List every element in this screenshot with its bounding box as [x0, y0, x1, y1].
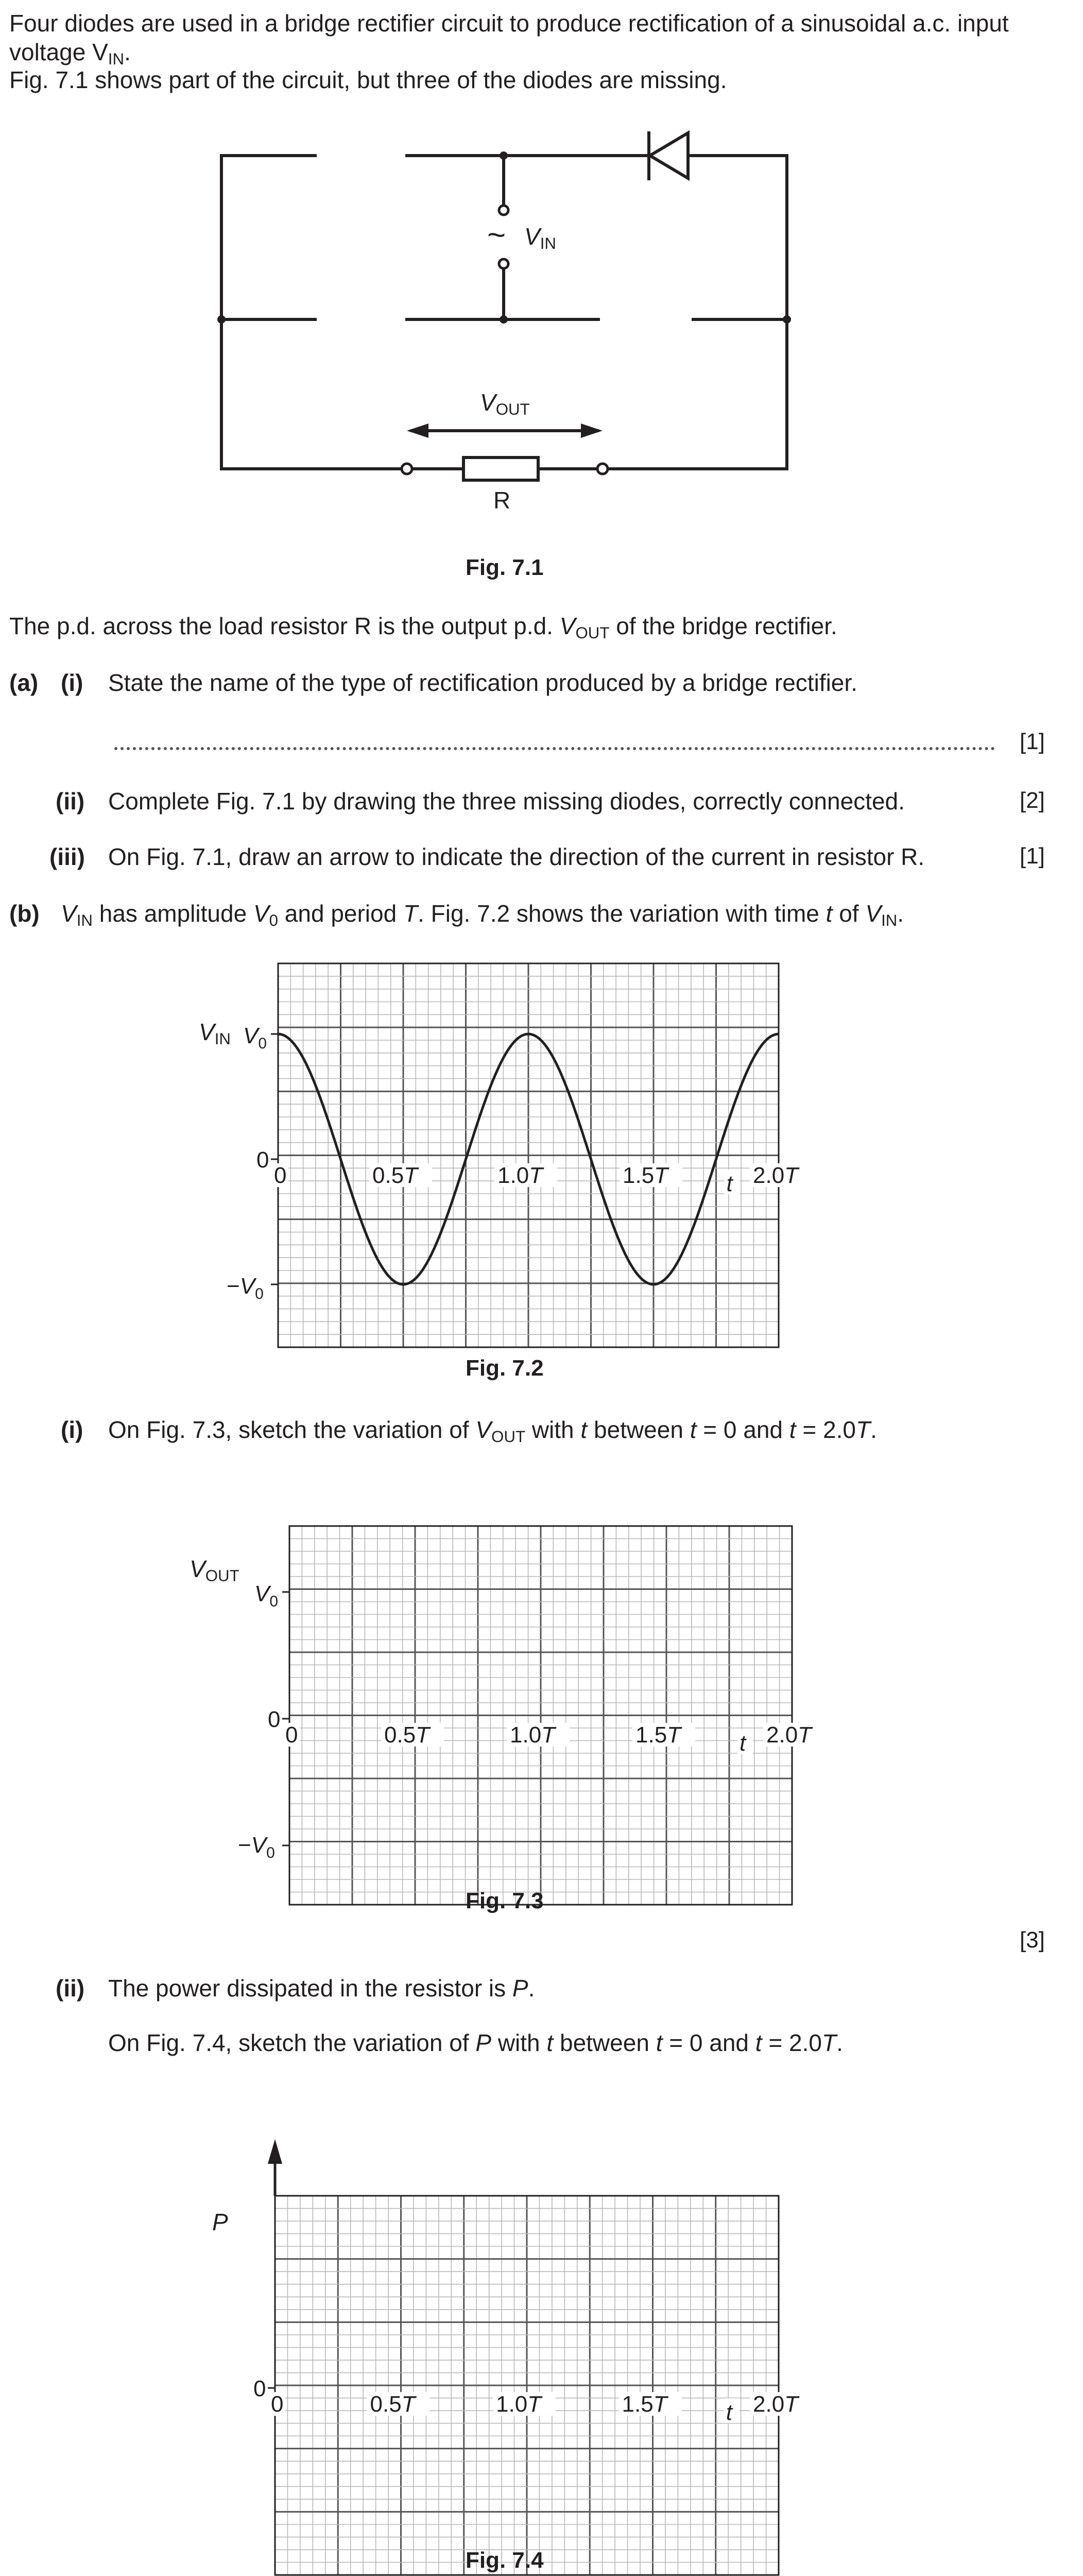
x-axis-label: t [726, 1171, 733, 1196]
y-tick-label-0: 0 [256, 1147, 269, 1173]
fig74-caption: Fig. 7.4 [466, 2548, 544, 2573]
y-tick-label-v0: $V_0$ [254, 1581, 279, 1610]
x-axis-label: t [726, 2400, 732, 2425]
intro-line-1: Four diodes are used in a bridge rectifier circuit to produce rectification of a sinusoidal a.c. input [9, 10, 1009, 37]
vin-label: $V_{IN}$ [524, 223, 556, 252]
x-axis-label: t [740, 1731, 746, 1756]
fig73-caption: Fig. 7.3 [466, 1888, 544, 1913]
part-a-i-text: State the name of the type of rectification produced by a bridge rectifier. [108, 669, 857, 696]
fig72-caption: Fig. 7.2 [466, 1355, 544, 1381]
part-a-iii-text: On Fig. 7.1, draw an arrow to indicate the direction of the current in resistor R. [108, 843, 925, 870]
x-tick-label: 1.5T [623, 1163, 668, 1188]
y-tick-label-neg-v0: $-V_0$ [238, 1833, 275, 1861]
pd-sentence: The p.d. across the load resistor R is the output p.d. $V_{OUT}$ of the bridge rectifier. [9, 613, 837, 642]
part-b-i-label: (i) [61, 1416, 83, 1443]
fig72-group [227, 963, 813, 1347]
fig73-group [238, 1526, 826, 1905]
part-a-label: (a) [9, 669, 39, 696]
part-a-i-label: (i) [61, 669, 83, 696]
intro-line-2: voltage $V_{IN}$. [9, 39, 131, 68]
x-tick-label: 0.5T [384, 1722, 430, 1748]
y-tick-label-neg-v0: $-V_0$ [227, 1274, 264, 1302]
part-b-ii-line2: On Fig. 7.4, sketch the variation of P with t between t = 0 and t = 2.0T. [108, 2029, 843, 2056]
part-a-iii-label: (iii) [49, 843, 85, 870]
part-b-i-text: On Fig. 7.3, sketch the variation of $V_{OUT}$ with t between t = 0 and t = 2.0T. [108, 1416, 877, 1446]
y-tick-label-0: 0 [253, 2376, 266, 2401]
mark-b-i: [3] [1020, 1927, 1045, 1953]
fig73-ylabel: $V_{OUT}$ [190, 1555, 239, 1585]
x-tick-label: 0.5T [372, 1163, 418, 1188]
x-tick-label: 2.0T [753, 2392, 799, 2417]
intro-line-3: Fig. 7.1 shows part of the circuit, but three of the diodes are missing. [9, 66, 727, 93]
part-a-ii-text: Complete Fig. 7.1 by drawing the three missing diodes, correctly connected. [108, 788, 905, 815]
part-b-ii-line1: The power dissipated in the resistor is P. [108, 1975, 535, 2002]
fig71-caption: Fig. 7.1 [466, 555, 544, 580]
vout-label: $V_{OUT}$ [480, 389, 530, 418]
ac-source-tilde: ~ [487, 217, 506, 253]
x-tick-label: 1.0T [497, 1163, 543, 1188]
x-tick-label: 0.5T [370, 2392, 416, 2417]
y-tick-label-v0: $V_0$ [243, 1023, 267, 1052]
part-a-ii-label: (ii) [56, 788, 85, 815]
fig74-ylabel: P [212, 2209, 228, 2235]
p-axis-arrowhead [268, 2139, 282, 2164]
fig74-group [253, 2139, 813, 2575]
x-tick-label: 2.0T [753, 1163, 799, 1188]
x-tick-label: 1.0T [496, 2392, 542, 2417]
resistor-label: R [493, 487, 511, 514]
x-tick-label: 0 [271, 2392, 284, 2417]
fig72-ylabel: $V_{IN}$ [199, 1019, 231, 1048]
part-b-text: $V_{IN}$ has amplitude $V_0$ and period T. Fig. 7.2 shows the variation with time t of $V_{IN}$. [61, 900, 904, 929]
mark-a-i: [1] [1020, 729, 1045, 754]
x-tick-label: 0 [285, 1722, 298, 1748]
part-b-ii-label: (ii) [56, 1975, 85, 2002]
part-b-label: (b) [9, 900, 40, 927]
x-tick-label: 1.0T [510, 1722, 556, 1748]
x-tick-label: 2.0T [766, 1722, 812, 1748]
x-tick-label: 0 [274, 1163, 287, 1188]
x-tick-label: 1.5T [635, 1722, 681, 1748]
mark-a-iii: [1] [1020, 843, 1045, 869]
mark-a-ii: [2] [1020, 788, 1045, 813]
y-tick-label-0: 0 [268, 1707, 281, 1732]
x-tick-label: 1.5T [622, 2392, 667, 2417]
